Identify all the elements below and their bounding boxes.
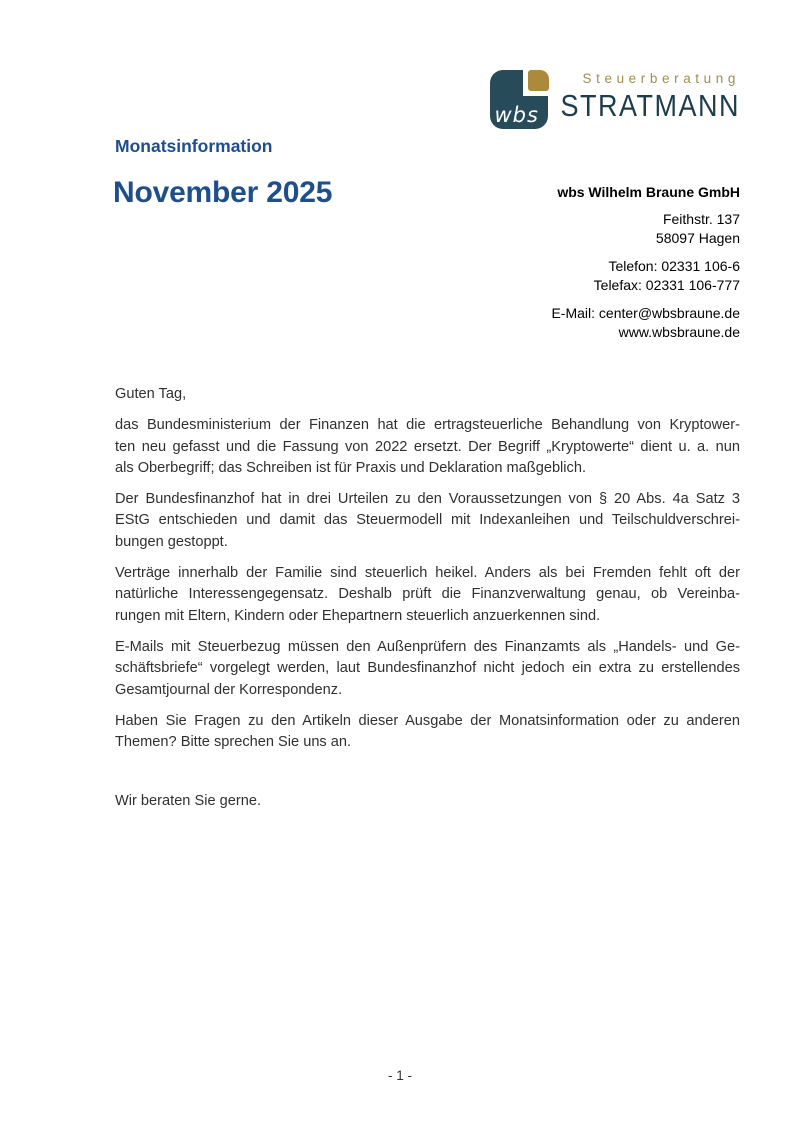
paragraph-line: rungen mit Eltern, Kindern oder Ehepartnern steuerlich anzuerkennen sind. xyxy=(115,607,601,624)
contact-phone: Telefon: 02331 106-6 xyxy=(608,258,740,274)
body-paragraph xyxy=(115,489,740,553)
contact-block xyxy=(551,183,740,342)
paragraph-line: Verträge innerhalb der Familie sind steuerlich heikel. Anders als bei Fremden fehlt oft der xyxy=(115,565,740,582)
body-paragraph xyxy=(115,415,740,479)
contact-email: E-Mail: center@wbsbraune.de xyxy=(551,305,740,321)
contact-online-group xyxy=(551,304,740,342)
company-logo xyxy=(490,70,741,129)
page-title: November 2025 xyxy=(113,176,333,209)
page-number: - 1 - xyxy=(387,1068,412,1083)
body-paragraph xyxy=(115,711,740,754)
logo-wordmark xyxy=(560,70,741,123)
contact-website: www.wbsbraune.de xyxy=(618,324,740,340)
wbs-logo-mark xyxy=(490,70,548,129)
paragraph-line: Der Bundesfinanzhof hat in drei Urteilen zu den Voraussetzungen von § 20 Abs. 4a Satz 3 xyxy=(115,491,740,508)
newsletter-kicker: Monatsinformation xyxy=(115,136,273,156)
paragraph-line: natürliche Interessengegensatz. Deshalb prüft die Finanzverwaltung genau, ob Vereinba- xyxy=(115,586,740,603)
body-paragraph xyxy=(115,637,740,701)
letter-body xyxy=(115,384,740,813)
paragraph-line: bungen gestoppt. xyxy=(115,533,228,550)
paragraph-line: Themen? Bitte sprechen Sie uns an. xyxy=(115,734,352,751)
paragraphs xyxy=(115,415,740,753)
contact-address xyxy=(551,210,740,248)
paragraph-line: ten neu gefasst und die Fassung von 2022 ersetzt. Der Begriff „Kryptowerte“ dient u. a. nun xyxy=(115,438,740,455)
contact-company: wbs Wilhelm Braune GmbH xyxy=(557,184,740,200)
paragraph-line: E-Mails mit Steuerbezug müssen den Außenprüfern des Finanzamts als „Handels- und Ge- xyxy=(115,638,740,655)
contact-street: Feithstr. 137 xyxy=(662,211,740,227)
salutation: Guten Tag, xyxy=(115,386,187,402)
paragraph-line: EStG entschieden und damit das Steuermodell mit Indexanleihen und Teilschuldverschrei- xyxy=(115,512,740,529)
paragraph-line: als Oberbegriff; das Schreiben ist für Praxis und Deklaration maßgeblich. xyxy=(115,459,587,476)
paragraph-line: Gesamtjournal der Korrespondenz. xyxy=(115,681,343,698)
contact-city: 58097 Hagen xyxy=(655,230,740,246)
logo-gold-square xyxy=(528,70,549,91)
body-paragraph xyxy=(115,563,740,627)
contact-fax: Telefax: 02331 106-777 xyxy=(593,277,740,293)
closing-line: Wir beraten Sie gerne. xyxy=(115,793,262,810)
paragraph-line: das Bundesministerium der Finanzen hat die ertragsteuerliche Behandlung von Kryptower- xyxy=(115,417,740,434)
logo-company-name: STRATMANN xyxy=(560,89,740,123)
logo-subtitle: Steuerberatung xyxy=(582,71,740,86)
paragraph-line: schäftsbriefe“ vorgelegt werden, laut Bundesfinanzhof nicht jedoch ein extra zu erstellendes xyxy=(115,660,740,677)
paragraph-line: Haben Sie Fragen zu den Artikeln dieser Ausgabe der Monatsinformation oder zu anderen xyxy=(115,712,740,729)
logo-wbs-text: wbs xyxy=(494,103,539,127)
contact-phone-group xyxy=(551,257,740,295)
